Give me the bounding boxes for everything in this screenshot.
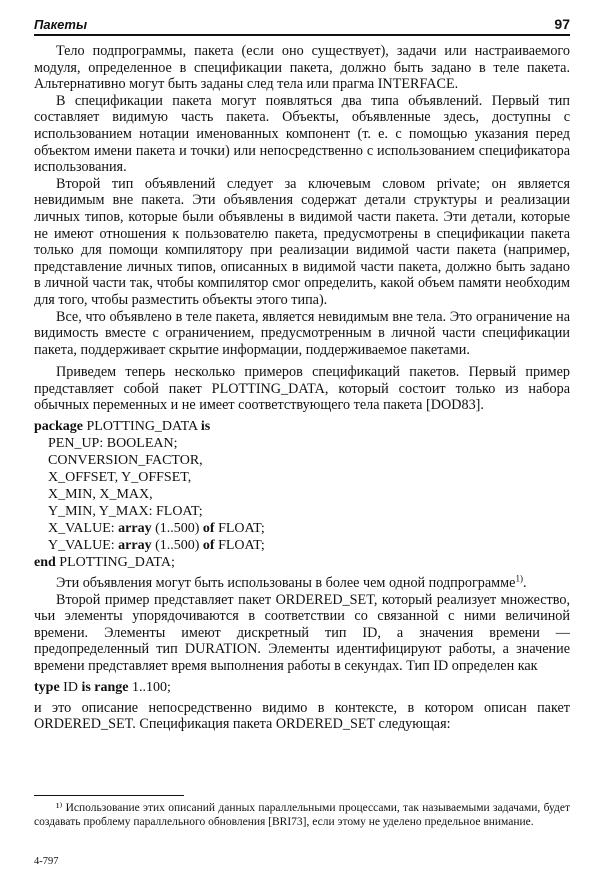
signature-mark: 4-797 (34, 856, 59, 867)
paragraph: Приведем теперь несколько примеров спецификаций пакетов. Первый пример представляет собой пакет PLOTTING_DATA, который состоит только из набора обычных переменных и не имеет соответствующего тела пакета [DOD83]. (34, 364, 570, 414)
footnote: ¹⁾ Использование этих описаний данных параллельными процессами, так называемыми задачами, будет создавать проблему параллельного обновления [BRI73], если этому не уделено предельное внимание. (34, 802, 570, 828)
paragraph: Второй пример представляет пакет ORDERED_SET, который реализует множество, чьи элементы упорядочиваются в соответствии со связанной с ними величиной времени. Элементы имеют дискретный тип ID, а значения времени — предопределенный тип DURATION. Элементы идентифицируют работы, а значение времени представляет время выполнения работы в секундах. Тип ID определен как (34, 591, 570, 675)
code-line: Y_VALUE: array (1..500) of FLOAT; (48, 538, 265, 554)
code-line: X_VALUE: array (1..500) of FLOAT; (48, 521, 265, 537)
page-body (34, 43, 570, 733)
code-line: X_MIN, X_MAX, (48, 487, 153, 503)
paragraph: В спецификации пакета могут появляться два типа объявлений. Первый тип составляет видимую часть пакета. Объекты, объявленные здесь, доступны с использованием нотации именованных компонент (т. е. с помощью указания перед объектом имени пакета и точки) или непосредственно с использованием спецификатора использования. (34, 92, 570, 176)
page-number: 97 (554, 16, 570, 32)
paragraph: Второй тип объявлений следует за ключевым словом private; он является невидимым вне пакета. Эти объявления содержат детали структуры и реализации личных типов, которые были объявлены в видимой части пакета. Эти детали, которые не имеют отношения к пользователю пакета, предусмотрены в спецификации пакета только для помощи компилятору при реализации видимой части пакета (например, представление личных типов, описанных в видимой части пакета, должно быть задано в личной части так, чтобы компилятор смог определить, какой объем памяти необходим для того, чтобы разместить объекты этого типа). (34, 175, 570, 308)
code-line: X_OFFSET, Y_OFFSET, (48, 470, 192, 486)
footnote-divider (34, 795, 184, 796)
code-line: Y_MIN, Y_MAX: FLOAT; (48, 504, 203, 520)
running-header (34, 12, 570, 36)
paragraph: Эти объявления могут быть использованы в более чем одной подпрограмме$^{1)}$. (56, 573, 527, 592)
paragraph: Все, что объявлено в теле пакета, является невидимым вне тела. Это ограничение на видимость вместе с ограничением, предусмотренным в личной части спецификации пакета, поддерживает скрытие информации, поддерживаемое пакетами. (34, 308, 570, 358)
running-title: Пакеты (34, 17, 88, 32)
code-line: PEN_UP: BOOLEAN; (48, 436, 178, 452)
paragraph: Тело подпрограммы, пакета (если оно существует), задачи или настраиваемого модуля, определенное в спецификации пакета, должно быть задано в теле пакета. Альтернативно могут быть заданы след тела или прагма INTERFACE. (34, 43, 570, 93)
paragraph: и это описание непосредственно видимо в контексте, в котором описан пакет ORDERED_SET. Спецификация пакета ORDERED_SET следующая: (34, 699, 570, 733)
code-line: package PLOTTING_DATA is (34, 419, 211, 435)
code-line: CONVERSION_FACTOR, (48, 453, 203, 469)
code-line: end PLOTTING_DATA; (34, 555, 175, 571)
code-block-plotting-data (34, 418, 570, 571)
code-line-type-id: type ID is range 1..100; (34, 679, 171, 695)
